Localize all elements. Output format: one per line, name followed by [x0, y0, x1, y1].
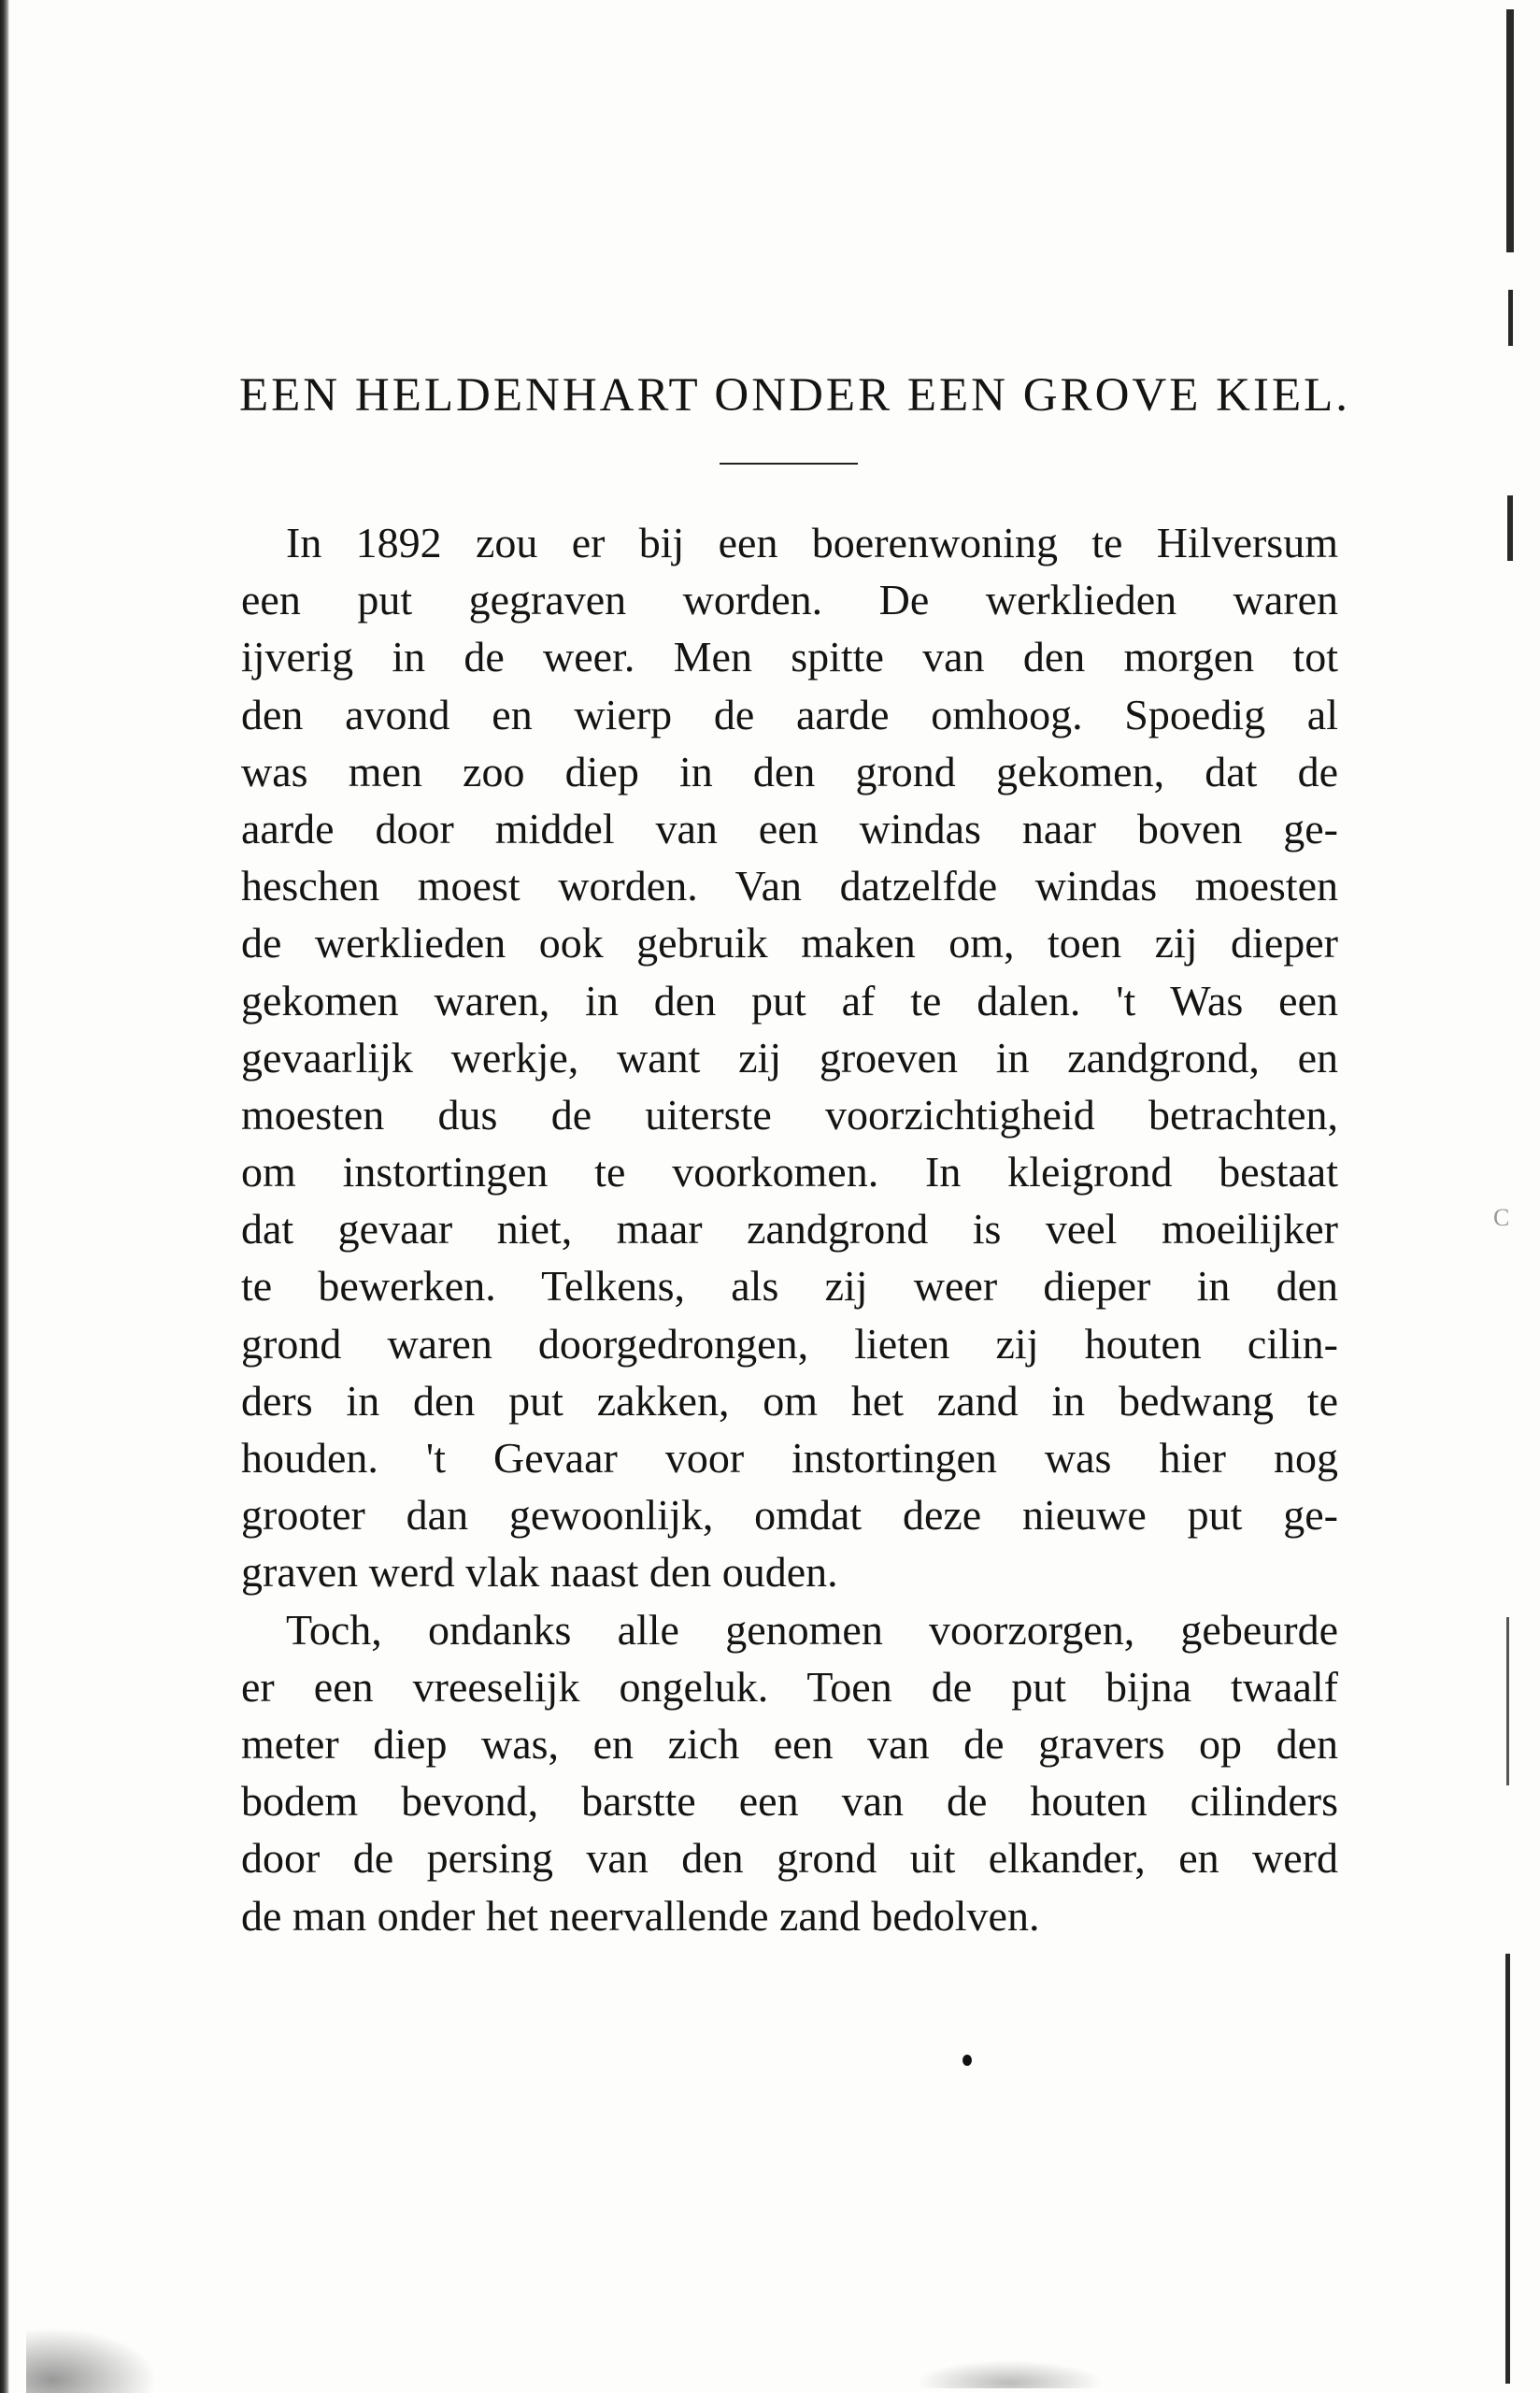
- text-line: bodem bevond, barstte een van de houten cilinders: [241, 1777, 1338, 1826]
- text-line: door de persing van den grond uit elkander, en werd: [241, 1834, 1338, 1883]
- text-line: grond waren doorgedrongen, lieten zij houten cilin-: [241, 1319, 1338, 1368]
- text-line: houden. 't Gevaar voor instortingen was hier nog: [241, 1434, 1338, 1482]
- text-line: grooter dan gewoonlijk, omdat deze nieuwe put ge-: [241, 1491, 1338, 1540]
- text-line: Toch, ondanks alle genomen voorzorgen, gebeurde: [286, 1605, 1338, 1654]
- text-line: heschen moest worden. Van datzelfde windas moesten: [241, 862, 1338, 910]
- text-line: graven werd vlak naast den ouden.: [241, 1548, 838, 1597]
- text-line: een put gegraven worden. De werklieden waren: [241, 576, 1338, 624]
- text-line: gekomen waren, in den put af te dalen. 't Was een: [241, 976, 1338, 1025]
- scan-shadow-bottom-left: [26, 2328, 157, 2393]
- paragraph-2: [241, 1601, 1338, 1944]
- paragraph-1: [241, 514, 1338, 1601]
- text-line: de werklieden ook gebruik maken om, toen zij dieper: [241, 919, 1338, 967]
- chapter-title: EEN HELDENHART ONDER EEN GROVE KIEL.: [239, 369, 1351, 422]
- scan-edge-left: [0, 0, 9, 2393]
- title-rule: [720, 463, 858, 465]
- text-line: gevaarlijk werkje, want zij groeven in zandgrond, en: [241, 1033, 1338, 1082]
- text-line: aarde door middel van een windas naar boven ge-: [241, 804, 1338, 853]
- text-line: den avond en wierp de aarde omhoog. Spoedig al: [241, 690, 1338, 738]
- text-line: moesten dus de uiterste voorzichtigheid betrachten,: [241, 1090, 1338, 1139]
- text-line: ders in den put zakken, om het zand in bedwang te: [241, 1376, 1338, 1425]
- margin-mark: C: [1493, 1204, 1510, 1231]
- text-line: te bewerken. Telkens, als zij weer dieper in den: [241, 1262, 1338, 1311]
- text-line: om instortingen te voorkomen. In kleigrond bestaat: [241, 1148, 1338, 1196]
- text-line: dat gevaar niet, maar zandgrond is veel moeilijker: [241, 1205, 1338, 1254]
- text-line: meter diep was, en zich een van de gravers op den: [241, 1719, 1338, 1768]
- body-text: [241, 514, 1338, 1944]
- text-line: er een vreeselijk ongeluk. Toen de put bijna twaalf: [241, 1662, 1338, 1711]
- scan-shadow-bottom: [916, 2360, 1103, 2388]
- scan-edge-right: [1503, 9, 1516, 2384]
- text-line: was men zoo diep in den grond gekomen, dat de: [241, 747, 1338, 795]
- ink-dot: [962, 2055, 972, 2066]
- text-line: In 1892 zou er bij een boerenwoning te Hilversum: [286, 519, 1338, 566]
- text-line: de man onder het neervallende zand bedolven.: [241, 1891, 1040, 1940]
- text-line: ijverig in de weer. Men spitte van den morgen tot: [241, 633, 1338, 681]
